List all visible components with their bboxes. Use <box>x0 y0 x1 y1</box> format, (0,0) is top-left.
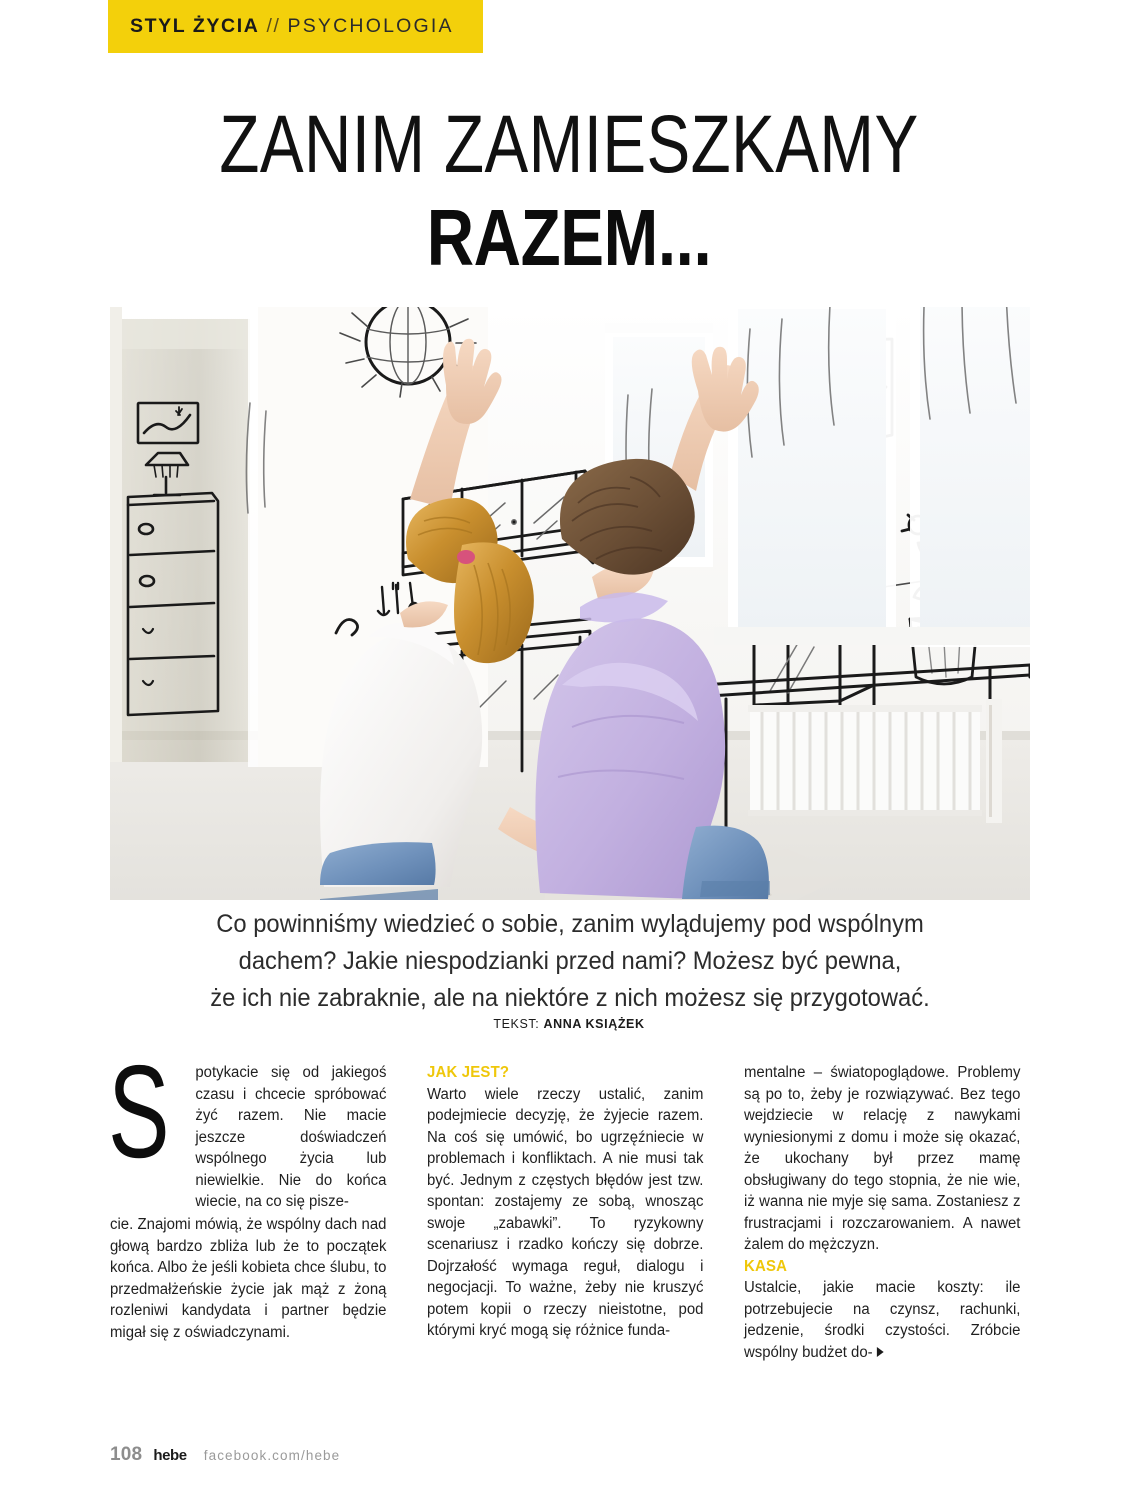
column1-paragraph-rest: cie. Znajomi mówią, że wspólny dach nad głową bardzo zbliża lub że to początek końca. Albo że jeśli kobieta chce ślubu, to przedmałżeńskie życie jak mąż z żoną rozleniwi kandydata i partner będzie migał się z oświadczynami. <box>110 1216 387 1341</box>
brand-logo: hebe <box>153 1447 187 1464</box>
column2-paragraph: Warto wiele rzeczy ustalić, zanim podejmiecie decyzję, że żyjecie razem. Na coś się umówić, bo ugrzęźniecie w problemach i konfliktach. A nie musi tak być. Jednym z częstych błędów jest tzw. spontan: zostajemy ze sobą, wnosząc swoje „zabawki”. To ryzykowny scenariusz i rzadko kończy się dobrze. Dojrzałość wymaga reguł, dialogu i negocjacji. To ważne, żeby nie kruszyć potem kopii o rzeczy nieistotne, pod którymi kryć mogą się różnice funda- <box>427 1085 704 1339</box>
section-kicker-banner <box>108 0 483 53</box>
body-column-3 <box>744 1062 1020 1372</box>
headline-line-2: RAZEM... <box>426 193 712 282</box>
kicker-separator: // <box>266 14 281 37</box>
article-headline <box>0 99 1138 282</box>
subhead-kasa: KASA <box>744 1257 788 1275</box>
body-column-2 <box>427 1062 703 1372</box>
social-handle[interactable]: facebook.com/hebe <box>203 1448 341 1463</box>
deck-line-1: Co powinniśmy wiedzieć o sobie, zanim wylądujemy pod wspólnym <box>216 910 924 938</box>
column3-paragraph-2-text: Ustalcie, jakie macie koszty: ile potrzebujecie na czynsz, rachunki, jedzenie, środki czystości. Zróbcie wspólny budżet do- <box>744 1279 1021 1361</box>
page-footer <box>110 1444 340 1466</box>
kicker-subsection: PSYCHOLOGIA <box>287 14 454 37</box>
article-deck <box>171 906 969 1017</box>
continued-arrow-icon <box>877 1347 884 1357</box>
article-hero-photo <box>110 307 1030 900</box>
byline-label: TEKST: <box>493 1017 540 1031</box>
body-column-1 <box>108 1038 387 1372</box>
deck-line-3: że ich nie zabraknie, ale na niektóre z nich możesz się przygotować. <box>210 984 930 1012</box>
page-number: 108 <box>110 1444 143 1465</box>
kicker-section: STYL ŻYCIA <box>130 14 260 37</box>
kicker-text <box>130 14 454 37</box>
subhead-jak-jest: JAK JEST? <box>427 1064 510 1081</box>
byline-author: ANNA KSIĄŻEK <box>543 1017 645 1031</box>
drop-cap: S <box>108 1038 170 1185</box>
column1-paragraph-start: potykacie się od jakiegoś czasu i chcecie spróbować żyć razem. Nie macie jeszcze doświadczeń wspólnego życia lub niewielkie. Nie do końca wiecie, na co się pisze- <box>195 1064 387 1210</box>
headline-line-1: ZANIM ZAMIESZKAMY <box>219 99 919 190</box>
column3-paragraph-1: mentalne – światopoglądowe. Problemy są po to, żeby je rozwiązywać. Bez tego wejdziecie w relację z nawykami wyniesionymi z domu i może się okazać, że ukochany był przez mamę obsługiwany do tego stopnia, że nie wie, iż wanna nie myje się sama. Zostaniesz z frustracjami i rozczarowaniem. A nawet żalem do mężczyzn. <box>744 1064 1021 1253</box>
deck-line-2: dachem? Jakie niespodzianki przed nami? Możesz być pewna, <box>238 947 902 975</box>
hero-photo-illustration <box>110 307 1030 900</box>
article-body-columns <box>108 1038 1030 1372</box>
article-byline <box>0 1017 1138 1031</box>
column3-paragraph-2 <box>744 1277 1020 1363</box>
